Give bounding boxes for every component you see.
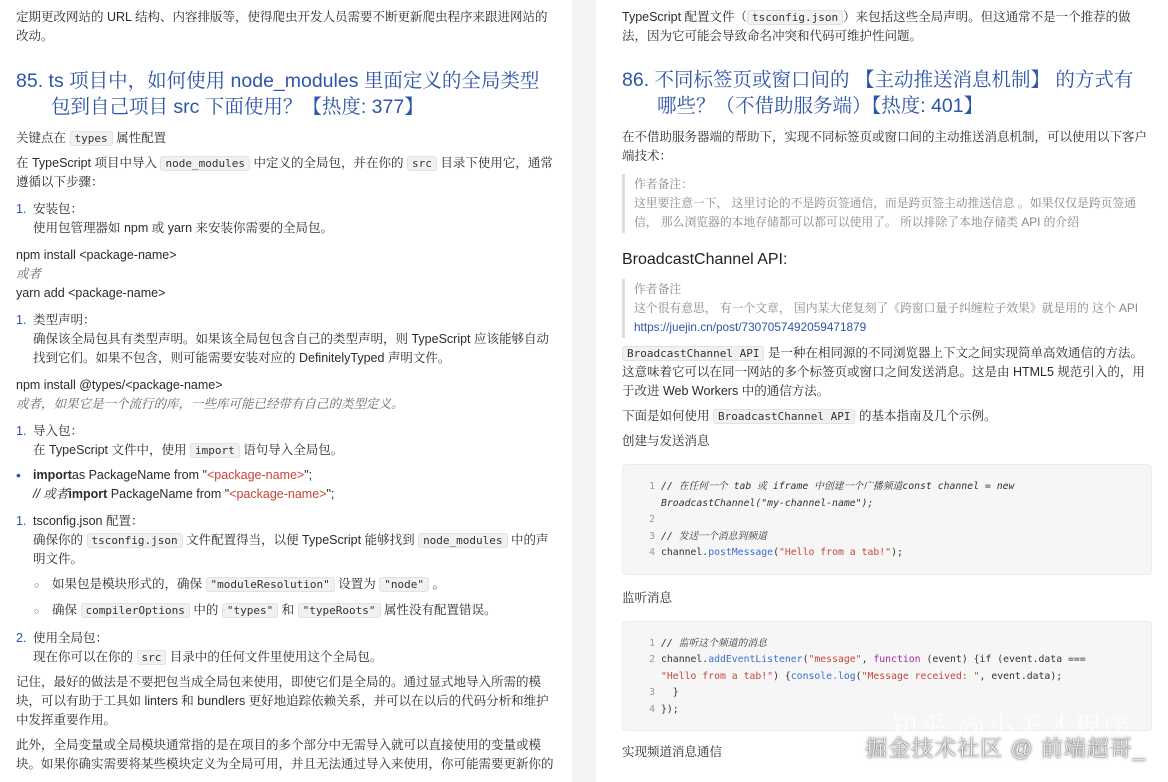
tsconfig-continue: TypeScript 配置文件（ tsconfig.json ）来包括这些全局声明。但这通常不是一个推荐的做法，因为它可能会导致命名冲突和代码可维护性问题。 <box>622 10 1131 43</box>
right-page <box>596 0 1168 782</box>
realize-label: 实现频道消息通信 <box>622 745 723 759</box>
step-types: 1. 类型声明： 确保该全局包具有类型声明。如果该全局包包含自己的类型声明，则 TypeScript 应该能够自动找到它们。如果不包含，则可能需要安装对应的 DefinitelyTyped 声明文件。 <box>16 313 549 365</box>
import-bullet: • importas PackageName from "<package-name>"; // 或者import PackageName from "<package-name>"; <box>16 466 556 504</box>
key-point: 关键点在 types 属性配置 <box>16 131 167 145</box>
broadcast-code-2: BroadcastChannel API <box>713 409 855 424</box>
paragraph-global: 此外，全局变量或全局模块通常指的是在项目的多个部分中无需导入就可以直接使用的变量或模块。如果你确实需要将某些模块定义为全局可用，并且无法通过导入来使用，你可能需要更新你的 <box>16 738 554 771</box>
client-intro: 在不借助服务器端的帮助下，实现不同标签页或窗口间的主动推送消息机制，可以使用以下客户端技术： <box>622 130 1148 163</box>
juejin-link[interactable]: https://juejin.cn/post/7307057492059471879 <box>634 320 867 334</box>
heading-85: 85. ts 项目中，如何使用 node_modules 里面定义的全局类型包到自己项目 src 下面使用？【热度: 377】 <box>16 70 540 118</box>
step-tsconfig: 1. tsconfig.json 配置： 确保你的 tsconfig.json 文件配置得当，以便 TypeScript 能够找到 node_modules 中的声明文件。 <box>16 514 549 566</box>
tsconfig-code: tsconfig.json <box>87 533 183 548</box>
code-block-send: 1 // 在任何一个 tab 或 iframe 中创建一个广播频道const channel = new BroadcastChannel("my-channel-name"); 2 3 // 发送一个消息到频道 4 channel.postMessage("Hello from a tab!"); <box>622 464 1152 575</box>
cmd-npm-install: npm install <package-name> <box>16 248 177 262</box>
create-send-label: 创建与发送消息 <box>622 434 710 448</box>
juejin-watermark: 掘金技术社区 @ 前端超哥_ <box>865 736 1146 761</box>
src-code: src <box>407 156 437 171</box>
author-note-2: 作者备注 这个很有意思， 有一个文章， 国内某大佬复刻了《跨窗口量子纠缠粒子效果》就是用的 这个 API https://juejin.cn/post/7307057492059471879 <box>622 279 1152 338</box>
import-code: import <box>190 443 240 458</box>
paragraph-steps-intro: 在 TypeScript 项目中导入 node_modules 中定义的全局包，并在你的 src 目录下使用它，通常遵循以下步骤： <box>16 156 553 189</box>
intro-paragraph: 定期更改网站的 URL 结构、内容排版等，使得爬虫开发人员需要不断更新爬虫程序来跟进网站的改动。 <box>16 10 548 43</box>
bullet-dot-icon: • <box>16 467 21 483</box>
node-modules-code: node_modules <box>160 156 249 171</box>
types-note: 或者，如果它是一个流行的库，一些库可能已经带有自己的类型定义。 <box>16 397 404 411</box>
src-code-2: src <box>137 650 167 665</box>
listen-label: 监听消息 <box>622 590 673 605</box>
or-text: 或者 <box>16 267 42 281</box>
step-install: 1. 安装包： 使用包管理器如 npm 或 yarn 来安装你需要的全局包。 <box>16 202 334 235</box>
circle-bullet-icon: ○ <box>34 606 40 616</box>
step-use: 2. 使用全局包： 现在你可以在你的 src 目录中的任何文件里使用这个全局包。 <box>16 631 383 664</box>
tsconfig-code-2: tsconfig.json <box>747 10 843 25</box>
guide-line: 下面是如何使用 BroadcastChannel API 的基本指南及几个示例。 <box>622 409 997 423</box>
author-note-1: 作者备注： 这里要注意一下， 这里讨论的不是跨页签通信，而是跨页签主动推送信息 。如果仅仅是跨页签通信， 那么浏览器的本地存储都可以都可以使用了。 所以排除了本地存储类 API 的介绍 <box>622 174 1152 233</box>
cmd-npm-types: npm install @types/<package-name> <box>16 378 223 392</box>
page-gap <box>572 0 596 782</box>
paragraph-remember: 记住，最好的做法是不要把包当成全局包来使用，即使它们是全局的。通过显式地导入所需的模块，可以有助于工具如 linters 和 bundlers 更好地追踪依赖关系，并可以在以后的代码分析和维护中发挥重要作用。 <box>16 675 549 727</box>
circle-bullet-icon: ○ <box>34 580 40 590</box>
left-page <box>0 0 572 782</box>
sub-compiler-options: ○ 确保 compilerOptions 中的 "types" 和 "typeRoots" 属性没有配置错误。 <box>34 601 556 621</box>
broadcast-description: BroadcastChannel API 是一种在相同源的不同浏览器上下文之间实现简单高效通信的方法。这意味着它可以在同一网站的多个标签页或窗口之间发送消息。这是由 HTML5 规范引入的，用于改进 Web Workers 中的通信方法。 <box>622 346 1145 398</box>
zhihu-watermark: 知乎 @小天才程序 <box>890 713 1132 743</box>
step-import: 1. 导入包： 在 TypeScript 文件中，使用 import 语句导入全局包。 <box>16 424 344 457</box>
code-block-listen: 1 // 监听这个频道的消息 2 channel.addEventListener("message", function (event) {if (event.data === "Hello from a tab!") {console.log("Message received: ", event.data); 3 } 4 }); <box>622 621 1152 732</box>
broadcast-code: BroadcastChannel API <box>622 346 764 361</box>
node-modules-code-2: node_modules <box>418 533 507 548</box>
cmd-yarn-add: yarn add <package-name> <box>16 286 166 300</box>
types-code: types <box>70 131 113 146</box>
broadcast-heading: BroadcastChannel API: <box>622 251 788 268</box>
sub-module-resolution: ○ 如果包是模块形式的，确保 "moduleResolution" 设置为 "node" 。 <box>34 575 556 595</box>
heading-86: 86. 不同标签页或窗口间的 【主动推送消息机制】 的方式有哪些？（不借助服务端）【热度: 401】 <box>622 69 1134 117</box>
